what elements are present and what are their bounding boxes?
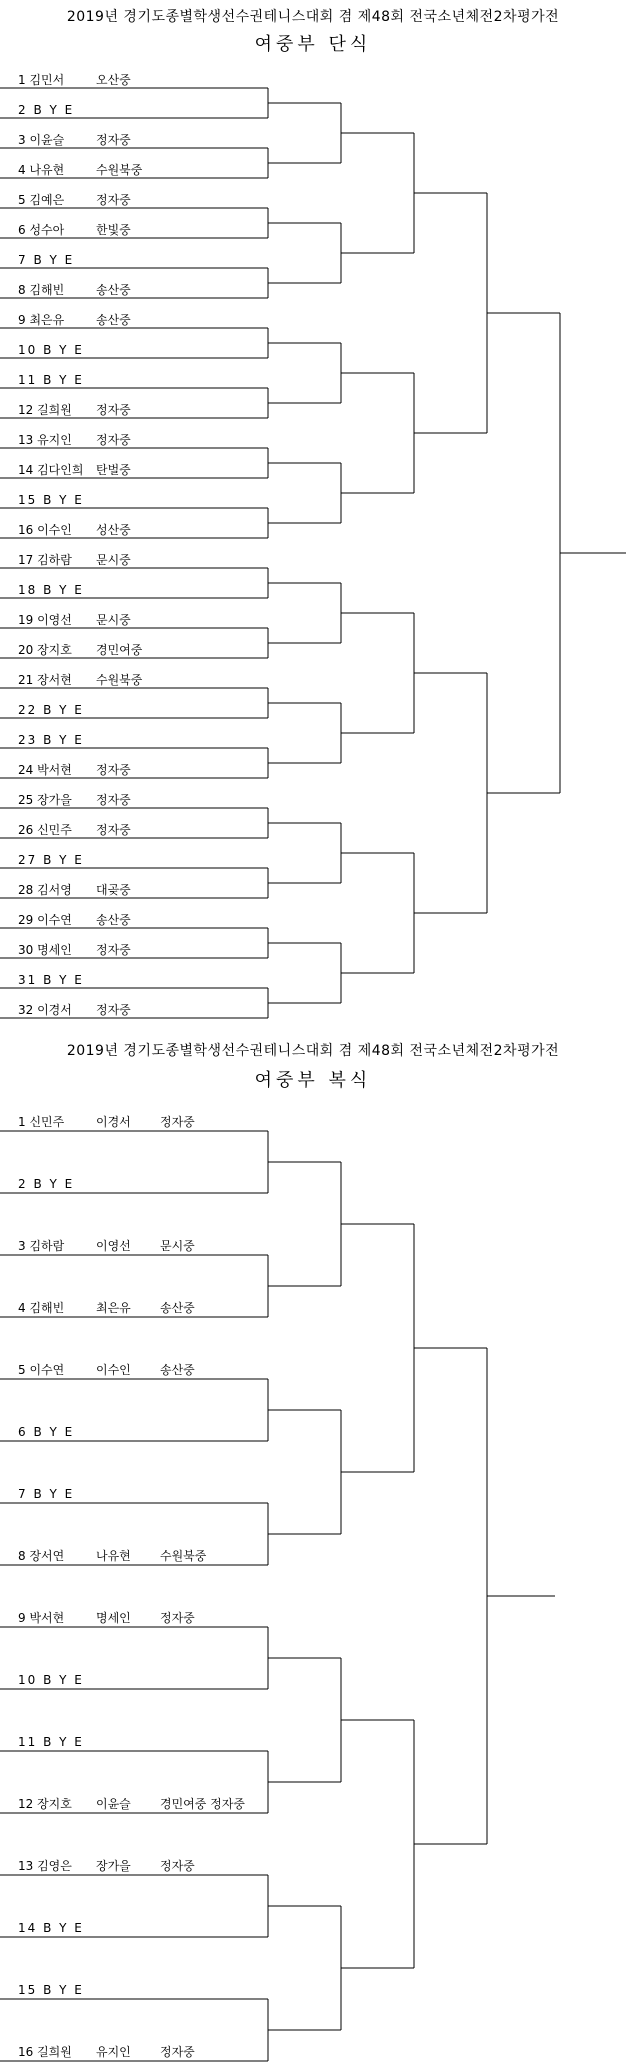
singles-entry-school: 정자중 [96,403,131,417]
singles-entry-school: 정자중 [96,133,131,147]
singles-entry-player: 15 B Y E [18,493,84,507]
doubles-entry-player1: 9 박서현 [18,1611,65,1625]
singles-entry-player: 6 성수아 [18,223,65,237]
singles-entry-player: 26 신민주 [18,823,72,837]
singles-entry-player: 17 김하람 [18,553,72,567]
doubles-entry-player2: 이윤슬 [96,1797,131,1811]
doubles-entry-player2: 유지인 [96,2045,131,2059]
singles-entry-player: 4 나유현 [18,163,65,177]
singles-entry-school: 경민여중 [96,643,143,657]
singles-entry-player: 13 유지인 [18,433,72,447]
singles-entry-school: 대곶중 [96,883,131,897]
singles-entry-school: 정자중 [96,193,131,207]
doubles-entry-player1: 1 신민주 [18,1115,65,1129]
singles-entry-player: 19 이영선 [18,613,72,627]
singles-entry-player: 11 B Y E [18,373,84,387]
singles-entry-player: 21 장서현 [18,673,72,687]
singles-entry-school: 정자중 [96,793,131,807]
singles-entry-player: 12 길희원 [18,403,72,417]
singles-entry-school: 정자중 [96,1003,131,1017]
singles-entry-school: 송산중 [96,283,131,297]
doubles-entry-school: 송산중 [160,1301,195,1315]
doubles-entry-school: 정자중 [160,1115,195,1129]
doubles-entry-school: 정자중 [160,1611,195,1625]
singles-entry-player: 32 이경서 [18,1003,72,1017]
singles-entry-school: 수원북중 [96,673,143,687]
doubles-entry-player1: 6 B Y E [18,1425,75,1439]
doubles-title: 2019년 경기도종별학생선수권테니스대회 겸 제48회 전국소년체전2차평가전 [66,1043,560,1059]
singles-entry-school: 탄벌중 [96,463,131,477]
singles-entry-school: 송산중 [96,913,131,927]
doubles-entry-player2: 최은유 [96,1301,131,1315]
singles-entry-player: 5 김예은 [18,193,65,207]
doubles-entry-player1: 5 이수연 [18,1363,65,1377]
doubles-entry-school: 송산중 [160,1363,195,1377]
singles-entry-player: 16 이수인 [18,523,72,537]
doubles-entry-player1: 10 B Y E [18,1673,84,1687]
doubles-entry-school: 경민여중 정자중 [160,1797,245,1811]
doubles-entry-school: 정자중 [160,2045,195,2059]
singles-entry-player: 2 B Y E [18,103,75,117]
singles-entry-player: 22 B Y E [18,703,84,717]
singles-entry-player: 29 이수연 [18,913,72,927]
doubles-entry-player2: 이경서 [96,1115,131,1129]
singles-entry-school: 수원북중 [96,163,143,177]
doubles-entry-player1: 7 B Y E [18,1487,75,1501]
singles-subtitle: 여중부 단식 [254,34,372,55]
singles-entry-player: 8 김해빈 [18,283,65,297]
singles-entry-school: 정자중 [96,943,131,957]
singles-entry-school: 송산중 [96,313,131,327]
doubles-entry-player1: 2 B Y E [18,1177,75,1191]
doubles-entry-player2: 이영선 [96,1239,131,1253]
singles-entry-player: 31 B Y E [18,973,84,987]
doubles-entry-school: 수원북중 [160,1549,207,1563]
singles-entry-player: 23 B Y E [18,733,84,747]
singles-entry-player: 9 최은유 [18,313,65,327]
singles-entry-school: 문시중 [96,553,131,567]
doubles-entry-player2: 장가을 [96,1859,131,1873]
doubles-entry-player1: 4 김해빈 [18,1301,65,1315]
singles-entry-player: 27 B Y E [18,853,84,867]
doubles-entry-player1: 14 B Y E [18,1921,84,1935]
singles-entry-school: 문시중 [96,613,131,627]
singles-entry-player: 1 김민서 [18,73,65,87]
doubles-entry-school: 정자중 [160,1859,195,1873]
singles-entry-player: 30 명세인 [18,943,72,957]
singles-entry-player: 28 김서영 [18,883,72,897]
singles-entry-player: 14 김다인희 [18,463,84,477]
singles-entry-player: 18 B Y E [18,583,84,597]
doubles-entry-player1: 3 김하람 [18,1239,65,1253]
singles-entry-player: 3 이윤슬 [18,133,65,147]
singles-entry-player: 24 박서현 [18,763,72,777]
doubles-entry-school: 문시중 [160,1239,195,1253]
singles-entry-school: 정자중 [96,763,131,777]
singles-entry-school: 한빛중 [96,223,131,237]
doubles-subtitle: 여중부 복식 [254,1070,372,1091]
singles-entry-player: 7 B Y E [18,253,75,267]
singles-entry-player: 20 장지호 [18,643,72,657]
singles-entry-school: 정자중 [96,823,131,837]
singles-title: 2019년 경기도종별학생선수권테니스대회 겸 제48회 전국소년체전2차평가전 [66,9,560,25]
singles-entry-school: 성산중 [96,523,131,537]
doubles-entry-player1: 15 B Y E [18,1983,84,1997]
doubles-entry-player1: 8 장서연 [18,1549,65,1563]
doubles-entry-player1: 11 B Y E [18,1735,84,1749]
singles-entry-school: 오산중 [96,73,131,87]
singles-entry-player: 25 장가을 [18,793,72,807]
doubles-entry-player1: 13 김영은 [18,1859,72,1873]
doubles-entry-player1: 16 길희원 [18,2045,72,2059]
doubles-entry-player2: 이수인 [96,1363,131,1377]
doubles-entry-player1: 12 장지호 [18,1797,72,1811]
doubles-entry-player2: 나유현 [96,1549,131,1563]
singles-entry-player: 10 B Y E [18,343,84,357]
doubles-entry-player2: 명세인 [96,1611,131,1625]
singles-entry-school: 정자중 [96,433,131,447]
